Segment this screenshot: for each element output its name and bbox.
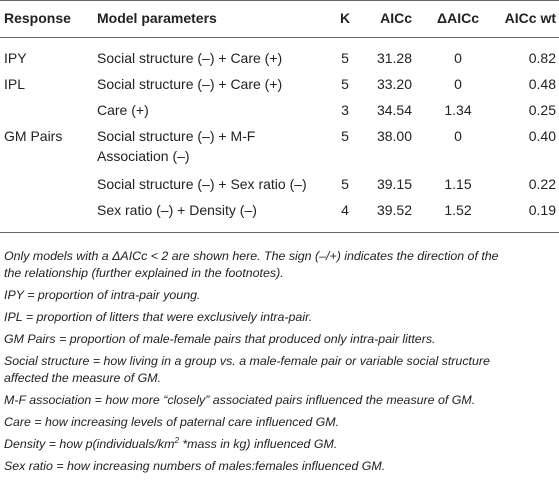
footnote-ipy: IPY = proportion of intra-pair young. [4,288,201,302]
table-row [0,174,559,194]
header-model-parameters: Model parameters [97,10,217,26]
header-response: Response [4,10,71,26]
model-cell: Social structure (–) + Care (+) [97,50,283,66]
table-row [0,74,559,94]
response-cell: IPY [4,50,27,66]
aicc-cell: 31.28 [376,50,412,66]
aicc-wt-cell: 0.22 [528,176,556,192]
delta-aicc-cell: 0 [454,76,462,92]
footnote-ipl: IPL = proportion of litters that were exclusively intra-pair. [4,310,313,324]
density-text-post: *mass in kg) influenced GM. [178,437,338,451]
footnote-care: Care = how increasing levels of paternal care influenced GM. [4,415,340,429]
density-text-pre: Density = how p(individuals/km [4,437,175,451]
model-cell: Care (+) [97,102,149,118]
table-row [0,48,559,68]
header-k: K [339,10,351,26]
bottom-rule [0,232,559,233]
delta-aicc-cell: 1.52 [444,202,472,218]
k-cell: 5 [341,76,349,92]
k-cell: 3 [341,102,349,118]
header-aicc-wt: AICc wt [504,10,556,26]
delta-aicc-cell: 0 [454,50,462,66]
model-cell: Sex ratio (–) + Density (–) [97,202,257,218]
response-cell: IPL [4,76,26,92]
footnote-social-structure-cont: affected the measure of GM. [4,371,162,385]
response-cell: GM Pairs [4,128,63,144]
header-row [0,8,559,28]
model-cell: Social structure (–) + Care (+) [97,76,283,92]
model-cell: Social structure (–) + M-F [97,128,256,144]
aicc-wt-cell: 0.25 [528,102,556,118]
footnote-density [4,436,337,452]
aicc-wt-cell: 0.82 [528,50,556,66]
table-row [0,126,559,146]
aicc-wt-cell: 0.40 [528,128,556,144]
footnote-sex-ratio: Sex ratio = how increasing numbers of males:females influenced GM. [4,459,386,473]
aicc-cell: 39.52 [376,202,412,218]
delta-aicc-cell: 1.15 [444,176,472,192]
footnote-mf-association: M-F association = how more “closely” associated pairs influenced the measure of GM. [4,393,476,407]
k-cell: 5 [341,50,349,66]
k-cell: 5 [341,128,349,144]
k-cell: 4 [341,202,349,218]
delta-aicc-cell: 0 [454,128,462,144]
footnote-intro: Only models with a ΔAICc < 2 are shown here. The sign (–/+) indicates the direction of the [4,249,499,263]
aicc-wt-cell: 0.48 [528,76,556,92]
footnote-intro-cont: the relationship (further explained in the footnotes). [4,266,284,280]
model-cell: Social structure (–) + Sex ratio (–) [97,176,307,192]
delta-aicc-cell: 1.34 [444,102,472,118]
model-cell-continuation: Association (–) [97,148,190,164]
footnote-social-structure: Social structure = how living in a group vs. a male-female pair or variable social structure [4,354,490,368]
aicc-wt-cell: 0.19 [528,202,556,218]
top-rule [0,0,559,1]
footnote-gm-pairs: GM Pairs = proportion of male-female pairs that produced only intra-pair litters. [4,332,436,346]
table-row-continuation [0,146,559,166]
aicc-cell: 38.00 [376,128,412,144]
header-delta-aicc: ΔAICc [437,10,479,26]
header-rule [0,37,559,38]
k-cell: 5 [341,176,349,192]
table-row [0,100,559,120]
density-superscript: 2 [174,435,179,445]
aicc-cell: 34.54 [376,102,412,118]
header-aicc: AICc [380,10,412,26]
aicc-cell: 39.15 [376,176,412,192]
table-row [0,200,559,220]
aicc-cell: 33.20 [376,76,412,92]
